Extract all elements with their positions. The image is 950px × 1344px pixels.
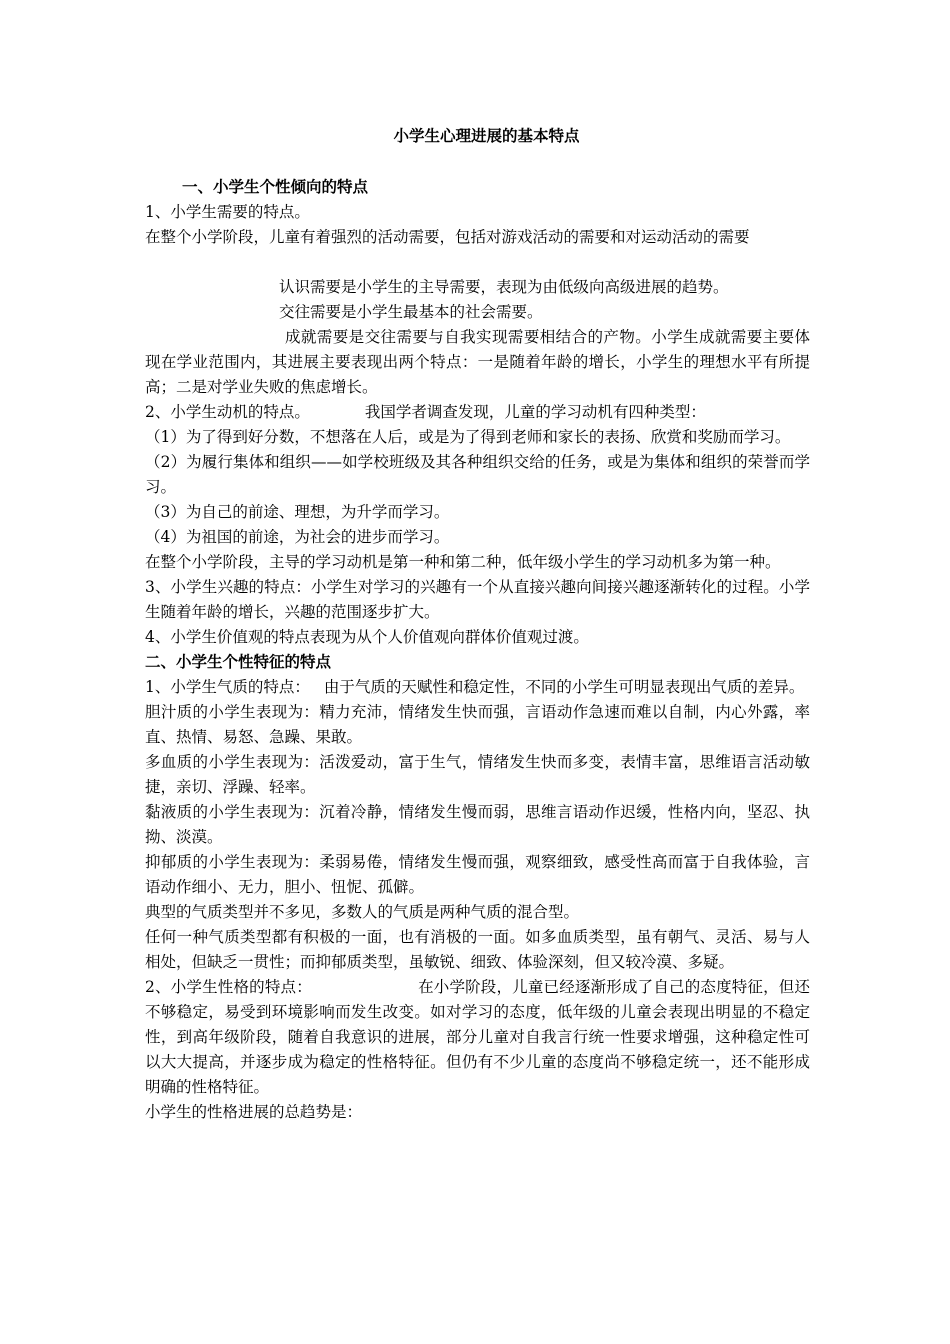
motive-paragraph [145,400,810,425]
motive-item: （2）为履行集体和组织——如学校班级及其各种组织交给的任务，或是为集体和组织的荣誉而学习。 [145,453,810,496]
blank-line [145,250,810,275]
motive-item: （4）为祖国的前途，为社会的进步而学习。 [145,528,450,546]
section-heading-1: 一、小学生个性倾向的特点 [182,178,369,196]
section-heading-2: 二、小学生个性特征的特点 [145,653,332,671]
document-title: 小学生心理进展的基本特点 [393,127,580,145]
temperament-item: 胆汁质的小学生表现为：精力充沛，情绪发生快而强，言语动作急速而难以自制，内心外露，率直、热情、易怒、急躁、果敢。 [145,703,810,746]
temperament-item: 典型的气质类型并不多见，多数人的气质是两种气质的混合型。 [145,903,580,921]
temper-heading: 1、小学生气质的特点： [145,678,310,696]
document-body [145,124,810,1125]
temper-paragraph [145,675,810,700]
need-cognitive: 认识需要是小学生的主导需要，表现为由低级向高级进展的趋势。 [279,278,729,296]
character-heading: 2、小学生性格的特点： [145,978,312,996]
character-body: 在小学阶段，儿童已经逐渐形成了自己的态度特征，但还不够稳定，易受到环境影响而发生改变。如对学习的态度，低年级的儿童会表现出明显的不稳定性，到高年级阶段，随着自我意识的进展，部分儿童对自我言行统一性要求增强，这种稳定性可以大大提高，并逐步成为稳定的性格特征。但仍有不少儿童的态度尚不够稳定统一，还不能形成明确的性格特征。 [145,978,810,1096]
motive-intro: 我国学者调查发现，儿童的学习动机有四种类型： [364,403,706,421]
temperament-item: 黏液质的小学生表现为：沉着冷静，情绪发生慢而弱，思维言语动作迟缓，性格内向，坚忍、执拗、淡漠。 [145,803,810,846]
character-paragraph [145,975,810,1100]
trend-paragraph: 小学生的性格进展的总趋势是： [145,1103,363,1121]
values-paragraph: 4、小学生价值观的特点表现为从个人价值观向群体价值观过渡。 [145,628,589,646]
motive-item: （1）为了得到好分数，不想落在人后，或是为了得到老师和家长的表扬、欣赏和奖励而学习。 [145,428,791,446]
need-achieve: 成就需要是交往需要与自我实现需要相结合的产物。小学生成就需要主要体现在学业范围内，其进展主要表现出两个特点：一是随着年龄的增长，小学生的理想水平有所提高；二是对学业失败的焦虑增长。 [145,328,810,396]
motive-heading: 2、小学生动机的特点。 [145,403,310,421]
temperament-item: 任何一种气质类型都有积极的一面，也有消极的一面。如多血质类型，虽有朝气、灵活、易与人相处，但缺乏一贯性；而抑郁质类型，虽敏锐、细致、体验深刻，但又较冷漠、多疑。 [145,928,810,971]
need-social: 交往需要是小学生最基本的社会需要。 [279,303,543,321]
need-intro: 在整个小学阶段，儿童有着强烈的活动需要，包括对游戏活动的需要和对运动活动的需要 [145,228,750,246]
motive-summary: 在整个小学阶段，主导的学习动机是第一种和第二种，低年级小学生的学习动机多为第一种。 [145,553,781,571]
need-heading: 1、小学生需要的特点。 [145,203,310,221]
temperament-item: 多血质的小学生表现为：活泼爱动，富于生气，情绪发生快而多变，表情丰富，思维语言活动敏捷，亲切、浮躁、轻率。 [145,753,810,796]
temper-intro: 由于气质的天赋性和稳定性，不同的小学生可明显表现出气质的差异。 [323,678,805,696]
interest-paragraph: 3、小学生兴趣的特点：小学生对学习的兴趣有一个从直接兴趣向间接兴趣逐渐转化的过程。小学生随着年龄的增长，兴趣的范围逐步扩大。 [145,578,810,621]
motive-item: （3）为自己的前途、理想，为升学而学习。 [145,503,450,521]
temperament-item: 抑郁质的小学生表现为：柔弱易倦，情绪发生慢而强，观察细致，感受性高而富于自我体验，言语动作细小、无力，胆小、忸怩、孤僻。 [145,853,810,896]
